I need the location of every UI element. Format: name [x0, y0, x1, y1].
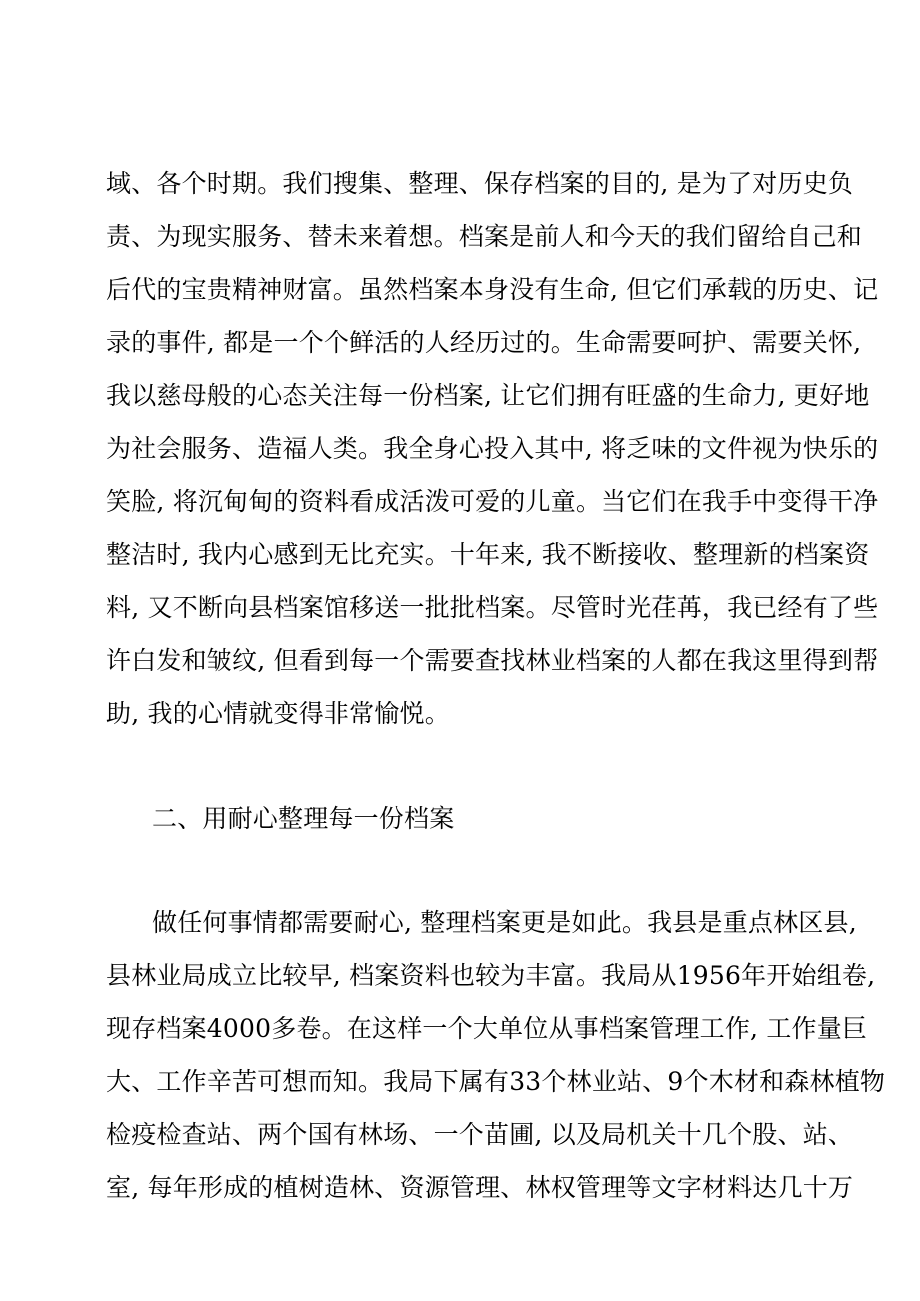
paragraph-1-line-3: 后代的宝贵精神财富。虽然档案本身没有生命, 但它们承载的历史、记	[106, 275, 879, 304]
paragraph-2-line-5: 检疫检查站、两个国有林场、一个苗圃, 以及局机关十几个股、站、	[106, 1120, 854, 1149]
section-heading: 二、用耐心整理每一份档案	[152, 804, 455, 833]
paragraph-2-line-2: 县林业局成立比较早, 档案资料也较为丰富。我局从1956年开始组卷,	[106, 961, 876, 990]
paragraph-2-line-4: 大、工作辛苦可想而知。我局下属有33个林业站、9个木材和森林植物	[106, 1067, 886, 1096]
paragraph-1-line-9: 料, 又不断向县档案馆移送一批批档案。尽管时光荏苒，我已经有了些	[106, 593, 879, 622]
paragraph-2-line-1: 做任何事情都需要耐心, 整理档案更是如此。我县是重点林区县,	[152, 908, 857, 937]
paragraph-1-line-2: 责、为现实服务、替未来着想。档案是前人和今天的我们留给自己和	[106, 222, 863, 251]
paragraph-2-line-3: 现存档案4000多卷。在这样一个大单位从事档案管理工作, 工作量巨	[106, 1014, 868, 1043]
paragraph-1-line-4: 录的事件, 都是一个个鲜活的人经历过的。生命需要呵护、需要关怀,	[106, 328, 862, 357]
paragraph-1-line-11: 助, 我的心情就变得非常愉悦。	[106, 699, 450, 728]
paragraph-1-line-6: 为社会服务、造福人类。我全身心投入其中, 将乏味的文件视为快乐的	[106, 434, 879, 463]
paragraph-1-line-5: 我以慈母般的心态关注每一份档案, 让它们拥有旺盛的生命力, 更好地	[106, 381, 870, 410]
paragraph-1-line-1: 域、各个时期。我们搜集、整理、保存档案的目的, 是为了对历史负	[106, 169, 854, 198]
paragraph-2-line-6: 室, 每年形成的植树造林、资源管理、林权管理等文字材料达几十万	[106, 1173, 854, 1202]
paragraph-1-line-7: 笑脸, 将沉甸甸的资料看成活泼可爱的儿童。当它们在我手中变得干净	[106, 487, 879, 516]
paragraph-1-line-10: 许白发和皱纹, 但看到每一个需要查找林业档案的人都在我这里得到帮	[106, 646, 879, 675]
paragraph-1-line-8: 整洁时, 我内心感到无比充实。十年来, 我不断接收、整理新的档案资	[106, 540, 870, 569]
